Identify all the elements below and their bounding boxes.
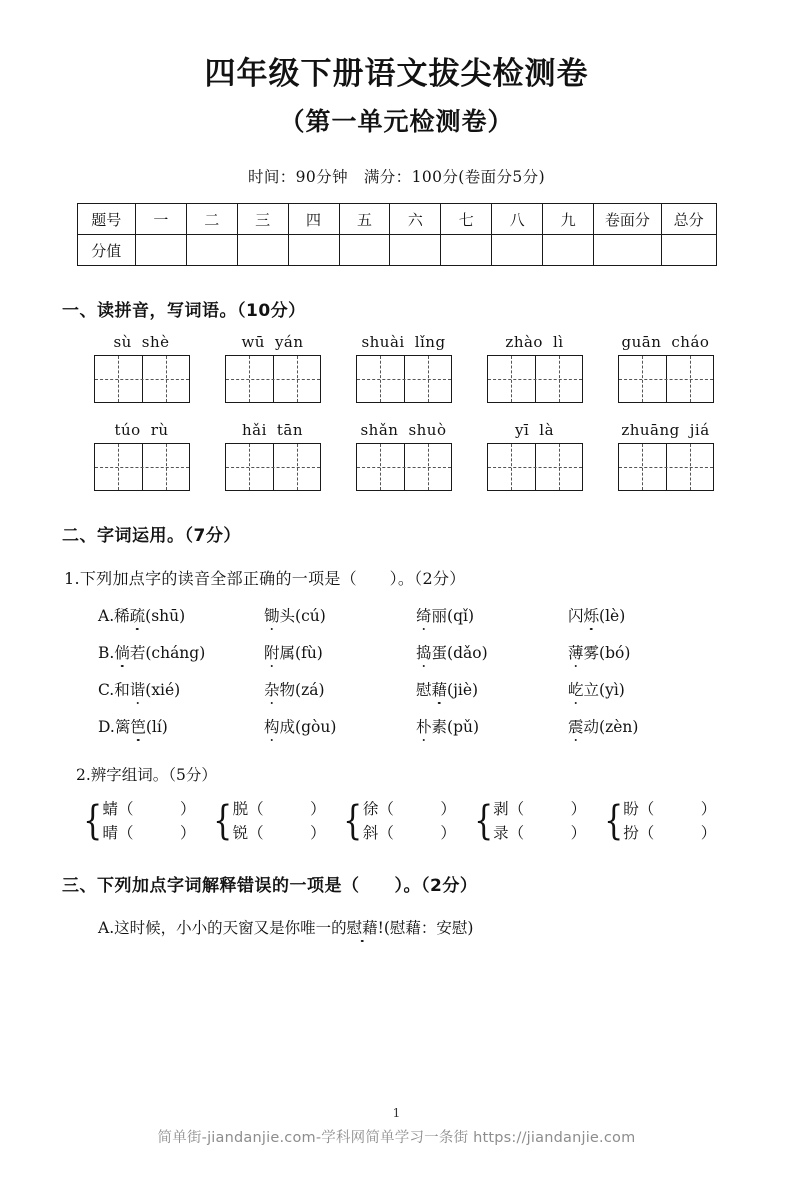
- option-pinyin: (zèn): [599, 718, 639, 737]
- char-blank-top[interactable]: 剥（ ）: [493, 800, 587, 819]
- table-row: [77, 204, 716, 235]
- tianzige-cell[interactable]: [488, 356, 535, 402]
- option-c-item-4: [568, 678, 720, 700]
- option-row-d[interactable]: [62, 715, 731, 737]
- option-row-b[interactable]: [62, 641, 731, 663]
- character-pair-group-1: [80, 797, 210, 845]
- pinyin-syllable: là: [539, 421, 555, 440]
- dotted-char: 倘: [114, 641, 130, 663]
- char-blank-top[interactable]: 蜻（ ）: [102, 800, 196, 819]
- pinyin-syllable: wū: [241, 333, 265, 352]
- option-pinyin: (lí): [145, 718, 168, 737]
- pinyin-group: [600, 333, 731, 351]
- pinyin-syllable: lì: [552, 333, 564, 352]
- dotted-char: 薄: [568, 641, 584, 663]
- pinyin-syllable: lǐng: [414, 333, 446, 352]
- writing-grid-group: [469, 355, 600, 403]
- option-text: 立: [583, 681, 600, 700]
- score-table-col-9: 卷面分: [594, 204, 662, 235]
- option-label-d: D.: [98, 718, 115, 737]
- option-text: 若: [129, 644, 146, 663]
- score-table-col-2: 三: [237, 204, 288, 235]
- option-text: 这时候，小小的天窗又是你唯一的: [114, 919, 347, 938]
- char-blank-top[interactable]: 盼（ ）: [623, 800, 717, 819]
- tianzige-cell[interactable]: [619, 444, 666, 490]
- section-three-heading: 三、下列加点字词解释错误的一项是（ ）。（2分）: [62, 876, 478, 897]
- option-text: 动: [583, 718, 600, 737]
- pinyin-group: [338, 421, 469, 439]
- pinyin-syllable: shuò: [408, 421, 447, 440]
- option-text: 成: [279, 718, 296, 737]
- writing-grid-group: [338, 355, 469, 403]
- option-text: 蛋: [431, 644, 448, 663]
- left-brace-icon: {: [603, 798, 624, 845]
- pinyin-syllable: tān: [276, 421, 304, 440]
- score-table-col-6: 七: [441, 204, 492, 235]
- dotted-char: 藉: [432, 678, 448, 700]
- pinyin-block-row-1: [62, 333, 731, 403]
- tianzige-box[interactable]: [225, 355, 321, 403]
- tianzige-cell[interactable]: [226, 356, 273, 402]
- pinyin-group: [207, 333, 338, 351]
- score-table-wrapper: [62, 203, 731, 266]
- writing-grid-group: [207, 355, 338, 403]
- pinyin-group: [338, 333, 469, 351]
- writing-grid-group: [76, 355, 207, 403]
- tianzige-cell[interactable]: [95, 356, 142, 402]
- writing-grid-group: [76, 443, 207, 491]
- pinyin-syllable: zhào: [505, 333, 543, 352]
- tianzige-box[interactable]: [94, 355, 190, 403]
- dotted-char: 绮: [416, 604, 432, 626]
- option-b-item-3: [416, 641, 568, 663]
- tianzige-box[interactable]: [356, 443, 452, 491]
- dotted-char: 屹: [568, 678, 584, 700]
- option-a-item-2: [264, 604, 416, 626]
- score-table-col-0: 一: [135, 204, 186, 235]
- score-table-row-label-1: 分值: [77, 235, 135, 266]
- option-pinyin: (lè): [599, 607, 626, 626]
- section-one-heading: 一、读拼音，写词语。（10分）: [62, 301, 306, 322]
- option-d-item-4: [568, 715, 720, 737]
- tianzige-cell[interactable]: [357, 356, 404, 402]
- option-label-c: C.: [98, 681, 115, 700]
- pinyin-syllable: hǎi: [241, 421, 267, 440]
- score-table: [77, 203, 717, 266]
- writing-grid-group: [600, 443, 731, 491]
- option-pinyin: (dǎo): [447, 644, 488, 663]
- exam-meta-line: 时间：90分钟 满分：100分(卷面分5分): [247, 168, 546, 187]
- pinyin-syllable: zhuāng: [621, 421, 680, 440]
- pinyin-group: [600, 421, 731, 439]
- score-cell-0[interactable]: [135, 235, 186, 266]
- option-label-a: A.: [98, 607, 115, 626]
- option-text: 雾: [583, 644, 600, 663]
- exam-paper-page: [0, 56, 793, 1177]
- pinyin-syllable: yán: [274, 333, 304, 352]
- char-blank-top[interactable]: 徐（ ）: [362, 800, 456, 819]
- pinyin-syllable: guān: [621, 333, 662, 352]
- option-pinyin: (cú): [295, 607, 326, 626]
- dotted-char: 笆: [130, 715, 146, 737]
- pinyin-group: [469, 421, 600, 439]
- option-b-item-4: [568, 641, 720, 663]
- page-subtitle: （第一单元检测卷）: [279, 107, 514, 137]
- pinyin-syllable: jiá: [689, 421, 710, 440]
- option-text: 和: [114, 681, 130, 700]
- dotted-char: 烁: [584, 604, 600, 626]
- option-text: 篱: [114, 718, 131, 737]
- writing-grid-row: [62, 443, 731, 491]
- dotted-char: 锄: [264, 604, 280, 626]
- char-blank-bottom[interactable]: 晴（ ）: [102, 824, 196, 843]
- tianzige-box[interactable]: [618, 355, 714, 403]
- dotted-char: 捣: [416, 641, 432, 663]
- option-row-c[interactable]: [62, 678, 731, 700]
- pinyin-group: [207, 421, 338, 439]
- score-table-col-3: 四: [288, 204, 339, 235]
- pinyin-syllable: cháo: [671, 333, 710, 352]
- character-pair-group-2: [210, 797, 340, 845]
- option-pinyin: (xié): [145, 681, 181, 700]
- tianzige-cell[interactable]: [535, 444, 582, 490]
- option-text: 闪: [568, 607, 584, 626]
- option-text: 素: [431, 718, 448, 737]
- dotted-char: 杂: [264, 678, 280, 700]
- option-text: 头: [279, 607, 296, 626]
- dotted-char: 疏: [130, 604, 146, 626]
- page-number: 1: [392, 1106, 401, 1120]
- dotted-char: 附: [264, 641, 280, 663]
- dotted-word: 慰藉: [347, 916, 378, 938]
- score-cell-5[interactable]: [390, 235, 441, 266]
- score-cell-7[interactable]: [492, 235, 543, 266]
- option-text: 物: [279, 681, 296, 700]
- writing-grid-row: [62, 355, 731, 403]
- char-blank-bottom[interactable]: 扮（ ）: [623, 824, 717, 843]
- tianzige-cell[interactable]: [666, 356, 713, 402]
- option-b-item-2: [264, 641, 416, 663]
- option-text: 慰: [416, 681, 432, 700]
- question-2-1-prompt: 1.下列加点字的读音全部正确的一项是（ ）。（2分）: [64, 569, 466, 589]
- pinyin-syllable: túo: [114, 421, 141, 440]
- option-a-item-4: [568, 604, 720, 626]
- score-table-col-5: 六: [390, 204, 441, 235]
- option-c-item-1: [98, 678, 264, 700]
- option-explanation: !(慰藉：安慰): [377, 919, 474, 938]
- option-pinyin: (yì): [599, 681, 625, 700]
- option-pinyin: (zá): [295, 681, 325, 700]
- option-pinyin: (cháng): [145, 644, 206, 663]
- option-pinyin: (pǔ): [447, 718, 480, 737]
- tianzige-cell[interactable]: [226, 444, 273, 490]
- tianzige-box[interactable]: [487, 443, 583, 491]
- pinyin-group: [469, 333, 600, 351]
- char-blank-bottom[interactable]: 锐（ ）: [232, 824, 326, 843]
- dotted-char: 谐: [130, 678, 146, 700]
- pinyin-syllable: shǎn: [360, 421, 399, 440]
- score-table-col-1: 二: [186, 204, 237, 235]
- writing-grid-group: [600, 355, 731, 403]
- tianzige-cell[interactable]: [535, 356, 582, 402]
- option-row-a[interactable]: [62, 604, 731, 626]
- option-pinyin: (gòu): [295, 718, 337, 737]
- left-brace-icon: {: [343, 798, 363, 845]
- option-pinyin: (qǐ): [447, 607, 475, 626]
- tianzige-cell[interactable]: [404, 356, 451, 402]
- tianzige-box[interactable]: [618, 443, 714, 491]
- tianzige-cell[interactable]: [357, 444, 404, 490]
- pinyin-block-row-2: [62, 421, 731, 491]
- option-text: 稀: [114, 607, 130, 626]
- tianzige-cell[interactable]: [95, 444, 142, 490]
- pinyin-syllable: yī: [514, 421, 530, 440]
- character-pair-group-4: [471, 797, 601, 845]
- char-blank-bottom[interactable]: 录（ ）: [493, 824, 587, 843]
- score-cell-3[interactable]: [288, 235, 339, 266]
- pinyin-group: [76, 421, 207, 439]
- tianzige-box[interactable]: [487, 355, 583, 403]
- tianzige-box[interactable]: [94, 443, 190, 491]
- score-table-col-8: 九: [543, 204, 594, 235]
- option-d-item-3: [416, 715, 568, 737]
- left-brace-icon: {: [83, 798, 103, 845]
- writing-grid-group: [207, 443, 338, 491]
- pinyin-group: [76, 333, 207, 351]
- score-cell-8[interactable]: [543, 235, 594, 266]
- option-c-item-2: [264, 678, 416, 700]
- dotted-char: 震: [568, 715, 584, 737]
- question-2-2-prompt: 2.辨字组词。（5分）: [76, 766, 217, 785]
- option-d-item-1: [98, 715, 264, 737]
- tianzige-cell[interactable]: [273, 444, 320, 490]
- score-cell-10[interactable]: [661, 235, 716, 266]
- tianzige-cell[interactable]: [404, 444, 451, 490]
- tianzige-cell[interactable]: [142, 356, 189, 402]
- pinyin-syllable: shuài: [361, 333, 405, 352]
- page-title: 四年级下册语文拔尖检测卷: [204, 56, 589, 92]
- character-pair-row: [62, 797, 731, 845]
- score-cell-4[interactable]: [339, 235, 390, 266]
- score-cell-9[interactable]: [594, 235, 662, 266]
- tianzige-cell[interactable]: [142, 444, 189, 490]
- tianzige-cell[interactable]: [666, 444, 713, 490]
- left-brace-icon: {: [213, 798, 233, 845]
- pinyin-row: [62, 421, 731, 439]
- dotted-char: 构: [264, 715, 280, 737]
- option-pinyin: (bó): [599, 644, 631, 663]
- tianzige-cell[interactable]: [273, 356, 320, 402]
- score-cell-2[interactable]: [237, 235, 288, 266]
- option-a-item-3: [416, 604, 568, 626]
- pinyin-syllable: shè: [141, 333, 170, 352]
- section-two-heading: 二、字词运用。（7分）: [62, 526, 241, 547]
- left-brace-icon: {: [473, 798, 493, 845]
- section-three-option-a[interactable]: [62, 916, 731, 938]
- character-pair-group-3: [340, 797, 470, 845]
- pinyin-syllable: sù: [113, 333, 132, 352]
- char-blank-top[interactable]: 脱（ ）: [232, 800, 326, 819]
- score-table-col-4: 五: [339, 204, 390, 235]
- option-b-item-1: [98, 641, 264, 663]
- pinyin-syllable: rù: [150, 421, 169, 440]
- table-row: [77, 235, 716, 266]
- char-blank-bottom[interactable]: 斜（ ）: [362, 824, 456, 843]
- tianzige-cell[interactable]: [488, 444, 535, 490]
- watermark-text: 简单街-jiandanjie.com-学科网简单学习一条街 https://jiandanjie.com: [157, 1130, 636, 1146]
- option-label-b: B.: [98, 644, 115, 663]
- option-text: 丽: [431, 607, 448, 626]
- score-table-col-10: 总分: [661, 204, 716, 235]
- character-pair-group-5: [601, 797, 731, 845]
- option-d-item-2: [264, 715, 416, 737]
- tianzige-cell[interactable]: [619, 356, 666, 402]
- pinyin-row: [62, 333, 731, 351]
- writing-grid-group: [469, 443, 600, 491]
- option-pinyin: (jiè): [447, 681, 479, 700]
- dotted-char: 朴: [416, 715, 432, 737]
- option-c-item-3: [416, 678, 568, 700]
- tianzige-box[interactable]: [356, 355, 452, 403]
- option-text: 属: [279, 644, 296, 663]
- score-cell-6[interactable]: [441, 235, 492, 266]
- writing-grid-group: [338, 443, 469, 491]
- score-table-col-7: 八: [492, 204, 543, 235]
- option-pinyin: (fù): [295, 644, 323, 663]
- option-a-item-1: [98, 604, 264, 626]
- score-cell-1[interactable]: [186, 235, 237, 266]
- score-table-row-label-0: 题号: [77, 204, 135, 235]
- option-label-a: A.: [98, 919, 115, 938]
- tianzige-box[interactable]: [225, 443, 321, 491]
- option-pinyin: (shū): [145, 607, 186, 626]
